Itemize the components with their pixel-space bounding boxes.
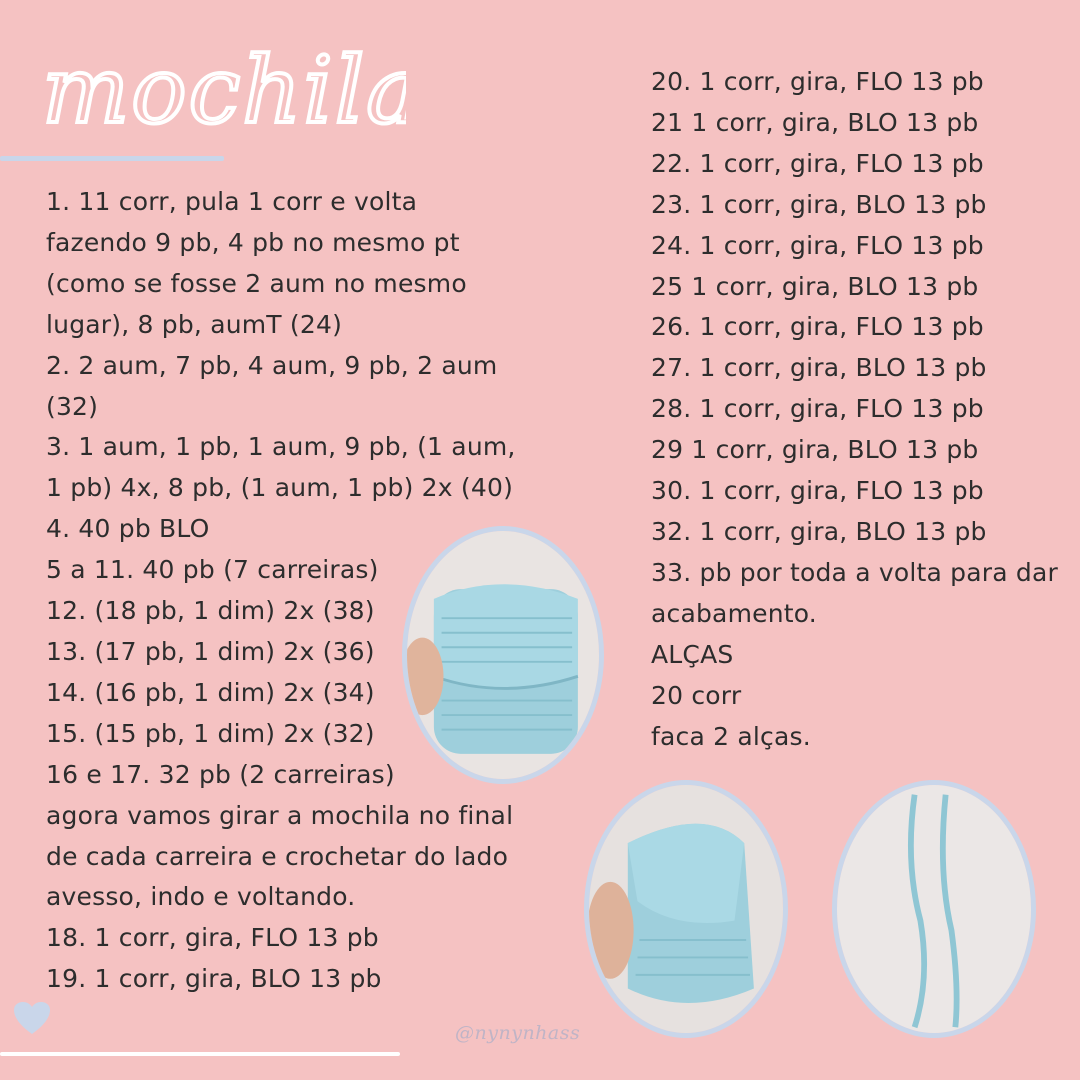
page-title <box>36 20 406 150</box>
instruction-line: 26. 1 corr, gira, FLO 13 pb <box>651 312 984 342</box>
instruction-line: 23. 1 corr, gira, BLO 13 pb <box>651 189 987 219</box>
instruction-line: acabamento. <box>651 598 817 628</box>
instruction-line: (como se fosse 2 aum no mesmo <box>46 268 467 298</box>
instruction-line: 20. 1 corr, gira, FLO 13 pb <box>651 67 984 96</box>
instruction-line: lugar), 8 pb, aumT (24) <box>46 309 343 339</box>
instructions-right-column <box>651 62 1058 757</box>
instruction-line: fazendo 9 pb, 4 pb no mesmo pt <box>46 227 460 257</box>
instruction-line: 13. (17 pb, 1 dim) 2x (36) <box>46 636 375 666</box>
instruction-line: 21 1 corr, gira, BLO 13 pb <box>651 107 979 137</box>
instruction-line: avesso, indo e voltando. <box>46 882 356 912</box>
bottom-divider <box>0 1052 400 1056</box>
svg-text:mochila: mochila <box>42 37 406 144</box>
instruction-line: faca 2 alças. <box>651 721 811 751</box>
instruction-line: 30. 1 corr, gira, FLO 13 pb <box>651 476 984 506</box>
instruction-line: 19. 1 corr, gira, BLO 13 pb <box>46 964 382 994</box>
instruction-line: 4. 40 pb BLO <box>46 514 210 544</box>
instruction-line: 24. 1 corr, gira, FLO 13 pb <box>651 230 984 260</box>
instruction-line: 5 a 11. 40 pb (7 carreiras) <box>46 555 379 585</box>
photo-backpack-front <box>402 526 604 784</box>
instruction-line: 14. (16 pb, 1 dim) 2x (34) <box>46 677 375 707</box>
instruction-line: ALÇAS <box>651 639 734 669</box>
instruction-line: 32. 1 corr, gira, BLO 13 pb <box>651 516 987 546</box>
instruction-line: agora vamos girar a mochila no final <box>46 800 514 830</box>
instruction-line: 1 pb) 4x, 8 pb, (1 aum, 1 pb) 2x (40) <box>46 473 514 503</box>
author-handle: @nynynhass <box>455 1022 581 1044</box>
instruction-line: (32) <box>46 391 99 421</box>
instruction-line: 25 1 corr, gira, BLO 13 pb <box>651 271 979 301</box>
instruction-line: 33. pb por toda a volta para dar <box>651 557 1058 587</box>
instruction-line: 3. 1 aum, 1 pb, 1 aum, 9 pb, (1 aum, <box>46 432 516 462</box>
photo-straps <box>832 780 1036 1038</box>
instruction-line: de cada carreira e crochetar do lado <box>46 841 509 871</box>
instruction-line: 18. 1 corr, gira, FLO 13 pb <box>46 923 379 953</box>
instruction-line: 2. 2 aum, 7 pb, 4 aum, 9 pb, 2 aum <box>46 350 498 380</box>
instruction-line: 16 e 17. 32 pb (2 carreiras) <box>46 759 395 789</box>
instruction-line: 29 1 corr, gira, BLO 13 pb <box>651 435 979 465</box>
instruction-line: 20 corr <box>651 680 742 710</box>
title-lettering <box>36 20 406 150</box>
instruction-line: 28. 1 corr, gira, FLO 13 pb <box>651 394 984 424</box>
instruction-line: 22. 1 corr, gira, FLO 13 pb <box>651 148 984 178</box>
instruction-line: 27. 1 corr, gira, BLO 13 pb <box>651 353 987 383</box>
instruction-line: 15. (15 pb, 1 dim) 2x (32) <box>46 718 375 748</box>
photo-backpack-side <box>584 780 788 1038</box>
heart-icon <box>12 1000 52 1036</box>
title-underline <box>0 156 224 161</box>
instruction-line: 12. (18 pb, 1 dim) 2x (38) <box>46 596 375 626</box>
instruction-line: 1. 11 corr, pula 1 corr e volta <box>46 187 418 216</box>
